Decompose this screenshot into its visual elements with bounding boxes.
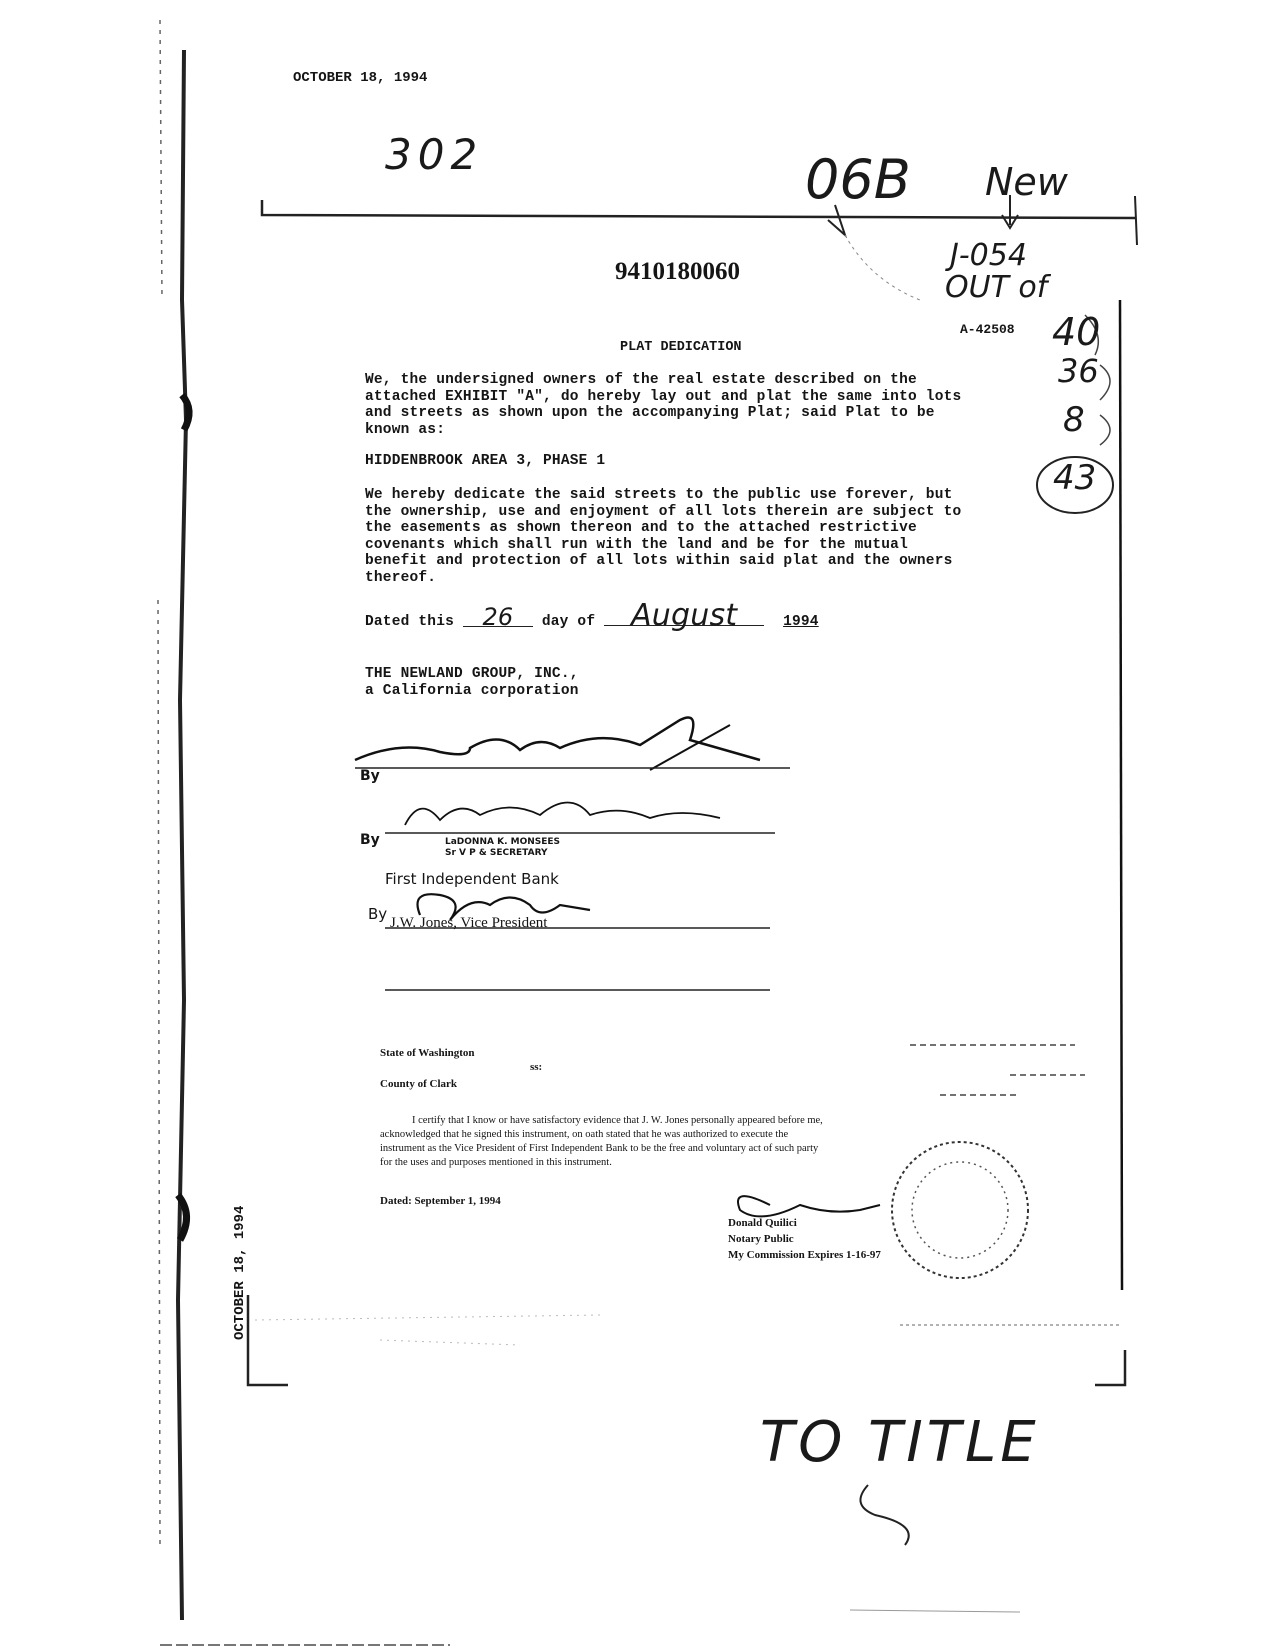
signer-2-name: LaDONNA K. MONSEES <box>445 837 561 847</box>
text-line: I certify that I know or have satisfactory evidence that J. W. Jones personally appeared before me, <box>412 1115 823 1126</box>
text-line: instrument as the Vice President of First Independent Bank to be the free and voluntary act of such party <box>380 1143 819 1154</box>
dedication-paragraph-2 <box>365 487 1095 586</box>
text-line: and streets as shown upon the accompanying Plat; said Plat to be <box>365 405 935 421</box>
notary-expires: My Commission Expires 1-16-97 <box>728 1249 881 1261</box>
plat-name: HIDDENBROOK AREA 3, PHASE 1 <box>365 453 606 469</box>
notary-signature-block <box>728 1215 881 1263</box>
dated-year: 1994 <box>783 614 819 630</box>
file-number: A-42508 <box>960 322 1015 337</box>
text-line: We hereby dedicate the said streets to the public use forever, but <box>365 487 953 503</box>
handwritten-top-left: 302 <box>385 130 484 179</box>
handwritten-j-code: J-054 <box>950 238 1027 273</box>
handwritten-new: New <box>985 160 1068 204</box>
signer-2-title: Sr V P & SECRETARY <box>445 848 548 858</box>
handwritten-margin-number: 43 <box>1053 458 1097 498</box>
text-line: the ownership, use and enjoyment of all lots therein are subject to <box>365 503 962 520</box>
text-line: the easements as shown thereon and to the attached restrictive <box>365 520 917 536</box>
text-line: known as: <box>365 421 446 438</box>
document-frame-right <box>1120 300 1122 1290</box>
notary-certification <box>380 1114 1020 1170</box>
by-label-3: By <box>368 905 388 923</box>
dated-day: 26 <box>463 609 533 627</box>
by-label-1: By <box>360 768 380 784</box>
left-binder-edge <box>178 50 186 1620</box>
handwritten-bottom-note: TO TITLE <box>760 1410 1040 1475</box>
document-title: PLAT DEDICATION <box>620 340 742 355</box>
notary-county: County of Clark <box>380 1078 458 1090</box>
signature-2 <box>405 803 720 826</box>
document-frame-bottom-right <box>1095 1350 1125 1385</box>
bank-signer: J.W. Jones, Vice President <box>390 915 548 931</box>
text-line: We, the undersigned owners of the real estate described on the <box>365 372 917 388</box>
company-name: THE NEWLAND GROUP, INC., <box>365 666 579 682</box>
bank-name: First Independent Bank <box>385 870 559 888</box>
signature-1 <box>355 718 760 761</box>
handwritten-margin-number: 36 <box>1058 352 1099 390</box>
notary-state: State of Washington <box>380 1047 475 1059</box>
text-line: covenants which shall run with the land and be for the mutual <box>365 536 908 553</box>
dated-line <box>365 598 819 633</box>
dedication-paragraph-1 <box>365 372 1095 438</box>
text-line: attached EXHIBIT "A", do hereby lay out and plat the same into lots <box>365 388 962 405</box>
document-frame-bottom-left <box>248 1295 288 1385</box>
company-type: a California corporation <box>365 682 579 699</box>
by-label-2: By <box>360 832 380 848</box>
notary-ss: ss: <box>530 1061 543 1073</box>
header-date: OCTOBER 18, 1994 <box>293 70 428 86</box>
dated-prefix: Dated this <box>365 614 455 630</box>
recording-number: 9410180060 <box>615 258 740 285</box>
side-date-stamp: OCTOBER 18, 1994 <box>232 1205 248 1340</box>
text-line: acknowledged that he signed this instrument, on oath stated that he was authorized to execute the <box>380 1129 789 1140</box>
dated-month: August <box>604 608 764 626</box>
notary-dated: Dated: September 1, 1994 <box>380 1195 501 1207</box>
text-line: thereof. <box>365 569 437 586</box>
signer-2-block <box>445 837 560 859</box>
handwritten-top-code: 06B <box>805 148 911 211</box>
handwritten-margin-number: 8 <box>1063 400 1085 440</box>
handwritten-out-of: OUT of <box>945 270 1048 305</box>
notary-role: Notary Public <box>728 1233 794 1245</box>
notary-name: Donald Quilici <box>728 1217 797 1229</box>
company-block <box>365 666 579 699</box>
dated-mid: day of <box>541 614 596 630</box>
handwritten-margin-number: 40 <box>1052 310 1101 354</box>
text-line: for the uses and purposes mentioned in this instrument. <box>380 1157 612 1168</box>
notary-signature <box>738 1196 880 1216</box>
text-line: benefit and protection of all lots within said plat and the owners <box>365 553 953 569</box>
